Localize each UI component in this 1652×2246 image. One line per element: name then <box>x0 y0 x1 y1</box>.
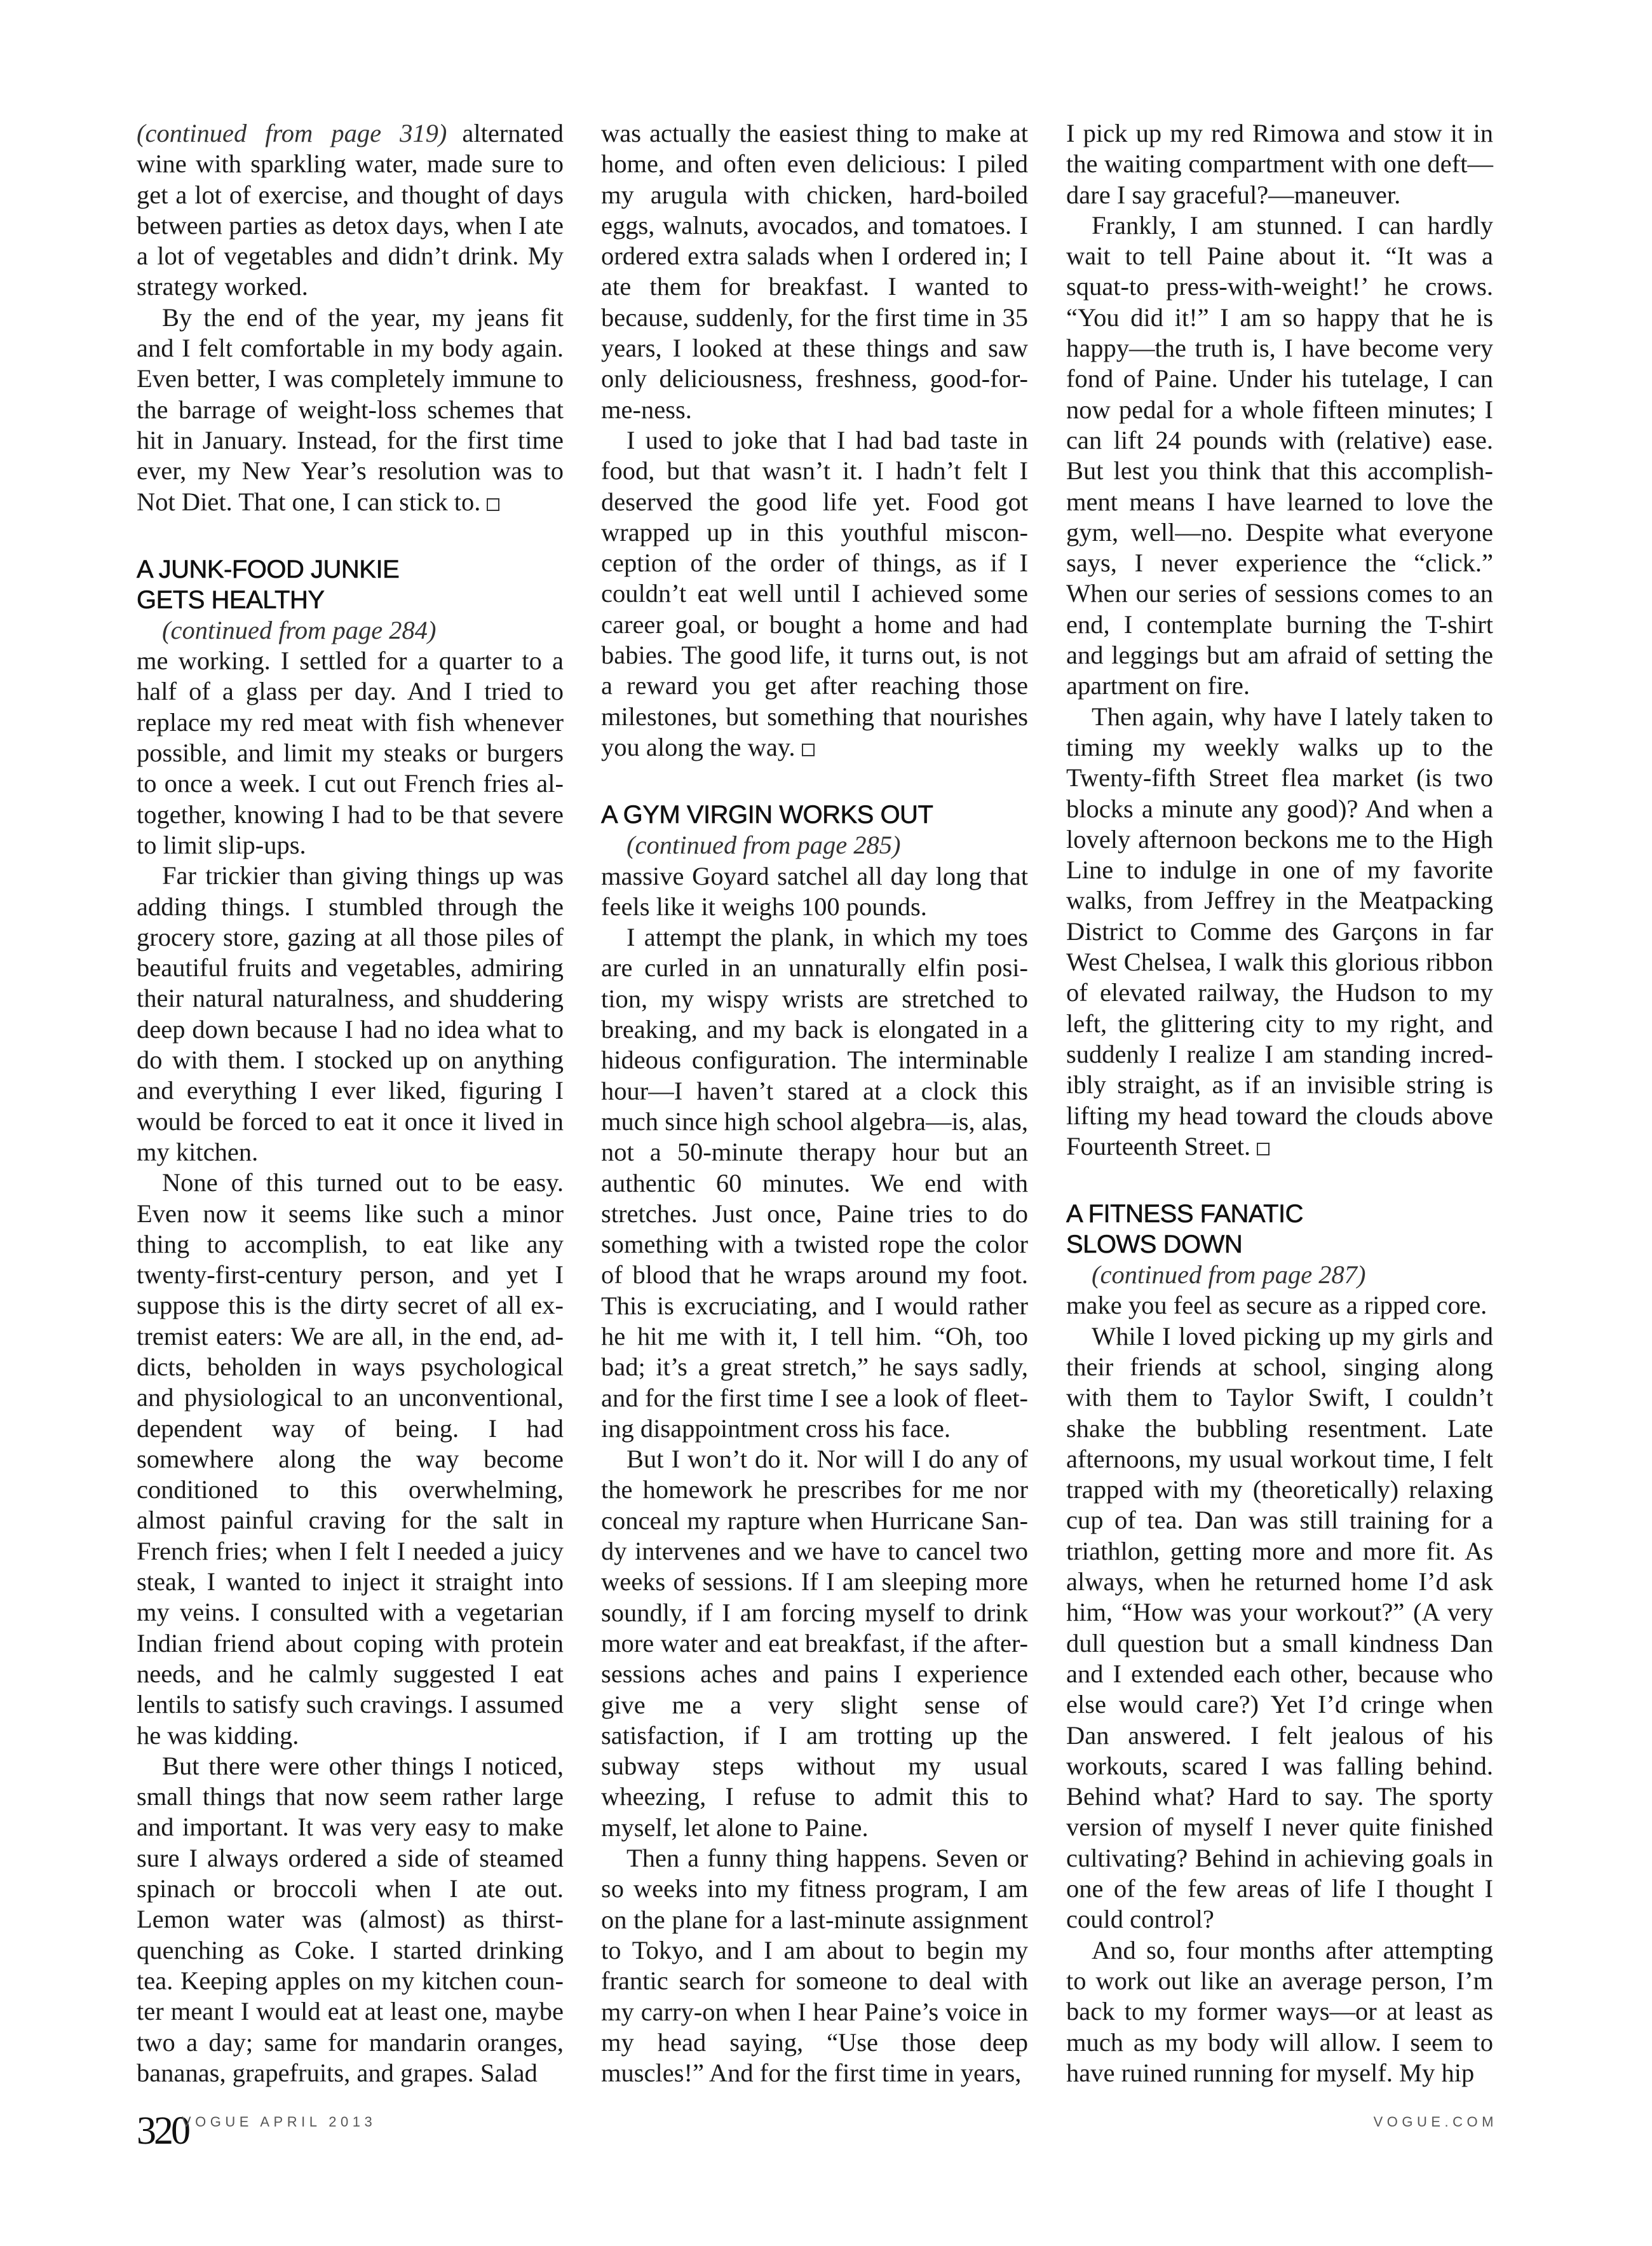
continued-from-label: (continued from page 285) <box>626 831 901 860</box>
body-paragraph: Far trickier than giving things up was adding things. I stumbled through the grocery store, gazing at all those piles of beautiful fruits and vegetables, admiring their natural naturalness, and shuddering deep down because I had no idea what to do with them. I stocked up on anything and everything I ever liked, figuring I would be forced to eat it once it lived in my kitchen. <box>137 861 564 1166</box>
end-of-article-mark-icon <box>487 498 499 511</box>
body-paragraph: Frankly, I am stunned. I can hardly wait to tell Paine about it. “It was a squat-to press-with-weight!’ he crows. “You did it!” I am so happy that he is happy—the truth is, I have become very fond of Paine. Under his tutelage, I can now pedal for a whole fifteen minutes; I can lift 24 pounds with (relative) ease. But lest you think that this accomplishment means I have learned to love the gym, well—no. Despite what everyone says, I never experience the “click.” When our series of sessions comes to an end, I contemplate burning the T-shirt and leggings but am afraid of setting the apartment on fire. <box>1066 210 1493 700</box>
paragraph-text: alternated wine with sparkling water, made sure to get a lot of exercise, and thought of days between parties as detox days, when I ate a lot of vegetables and didn’t drink. My strategy worked. <box>137 119 564 301</box>
body-paragraph: massive Goyard satchel all day long that feels like it weighs 100 pounds. <box>601 861 1028 921</box>
column-1 <box>137 118 564 2088</box>
body-paragraph <box>601 425 1028 763</box>
continued-from-label: (continued from page 284) <box>162 615 437 644</box>
website-label: VOGUE.COM <box>1373 2114 1498 2130</box>
heading-line-1: A FITNESS FANATIC <box>1066 1200 1304 1228</box>
continued-from-label: (continued from page 319) <box>137 119 447 147</box>
body-paragraph: me working. I settled for a quarter to a half of a glass per day. And I tried to replace my red meat with fish whenever possible, and limit my steaks or burgers to once a week. I cut out French fries altogether, knowing I had to be that severe to limit slip-ups. <box>137 646 564 859</box>
section-heading-fitness-fanatic <box>1066 1199 1493 1260</box>
heading-line-2: GETS HEALTHY <box>137 585 325 614</box>
heading-line-1: A JUNK-FOOD JUNKIE <box>137 555 400 583</box>
body-paragraph: Then a funny thing happens. Seven or so weeks into my fitness program, I am on the plane for a last-minute assignment to Tokyo, and I am about to begin my frantic search for someone to deal with my carry-on when I hear Paine’s voice in my head saying, “Use those deep muscles!” And for the first time in years, <box>601 1844 1028 2088</box>
body-paragraph: I pick up my red Rimowa and stow it in the waiting compartment with one deft—dare I say graceful?—maneuver. <box>1066 119 1493 209</box>
body-paragraph: And so, four months after attempting to work out like an average person, I’m back to my former ways—or at least as much as my body will allow. I seem to have ruined running for myself. My hip <box>1066 1935 1493 2087</box>
heading-line-2: SLOWS DOWN <box>1066 1230 1243 1259</box>
intro-paragraph-1 <box>137 118 564 303</box>
magazine-issue-label: VOGUE APRIL 2013 <box>182 2114 377 2130</box>
paragraph-text: Then again, why have I lately taken to timing my weekly walks up to the Twenty-fifth Street flea market (is two blocks a minute any good)? And when a lovely afternoon beckons me to the High Line to indulge in one of my favorite walks, from Jeffrey in the Meatpacking District to Comme des Garçons in far West Chelsea, I walk this glorious ribbon of elevated railway, the Hudson to my left, the glittering city to my right, and suddenly I realize I am standing incredibly straight, as if an invisible string is lifting my head toward the clouds above Fourteenth Street. <box>1066 702 1493 1160</box>
column-2 <box>601 118 1028 2088</box>
body-paragraph: But I won’t do it. Nor will I do any of the homework he prescribes for me nor conceal my rapture when Hurricane Sandy intervenes and we have to cancel two weeks of sessions. If I am sleeping more soundly, if I am forcing myself to drink more water and eat breakfast, if the after-sessions aches and pains I experience give me a very slight sense of satisfaction, if I am trotting up the subway steps without my usual wheezing, I refuse to admit this to myself, let alone to Paine. <box>601 1445 1028 1842</box>
page-number: 320 <box>137 2109 188 2153</box>
body-paragraph: was actually the easiest thing to make at home, and often even delicious: I piled my arugula with chicken, hard-boiled eggs, walnuts, avocados, and tomatoes. I ordered extra salads when I ordered in; I ate them for breakfast. I wanted to because, suddenly, for the first time in 35 years, I looked at these things and saw only deliciousness, freshness, good-for-me-ness. <box>601 119 1028 424</box>
body-paragraph: None of this turned out to be easy. Even now it seems like such a minor thing to accomplish, to eat like any twenty-first-century person, and yet I suppose this is the dirty secret of all extremist eaters: We are all, in the end, addicts, beholden in ways psychological and physiological to an unconventional, dependent way of being. I had somewhere along the way become conditioned to this overwhelming, almost painful craving for the salt in French fries; when I felt I needed a juicy steak, I wanted to inject it straight into my veins. I consulted with a vegetarian Indian friend about coping with protein needs, and he calmly suggested I eat lentils to satisfy such cravings. I assumed he was kidding. <box>137 1168 564 1750</box>
section-heading-junk-food-junkie <box>137 554 564 615</box>
body-paragraph <box>1066 702 1493 1162</box>
section-heading-gym-virgin: A GYM VIRGIN WORKS OUT <box>601 801 933 829</box>
intro-paragraph-2 <box>137 303 564 517</box>
paragraph-text: I used to joke that I had bad taste in food, but that wasn’t it. I hadn’t felt I deserved the good life yet. Food got wrapped up in this youthful misconception of the order of things, as if I couldn’t eat well until I achieved some career goal, or bought a home and had babies. The good life, it turns out, is not a reward you get after reaching those milestones, but something that nourishes you along the way. <box>601 425 1028 761</box>
paragraph-text: By the end of the year, my jeans fit and I felt comfortable in my body again. Even better, I was completely immune to the barrage of weight-loss schemes that hit in January. Instead, for the first time ever, my New Year’s resolution was to Not Diet. That one, I can stick to. <box>137 303 564 516</box>
body-paragraph: make you feel as secure as a ripped core. <box>1066 1291 1487 1320</box>
body-paragraph: But there were other things I noticed, small things that now seem rather large and important. It was very easy to make sure I always ordered a side of steamed spinach or broccoli when I ate out. Lemon water was (almost) as thirst-quenching as Coke. I started drinking tea. Keeping apples on my kitchen counter meant I would eat at least one, maybe two a day; same for mandarin oranges, bananas, grapefruits, and grapes. Salad <box>137 1751 564 2087</box>
body-paragraph: I attempt the plank, in which my toes are curled in an unnaturally elfin position, my wispy wrists are stretched to breaking, and my back is elongated in a hideous configuration. The interminable hour—I haven’t stared at a clock this much since high school algebra—is, alas, not a 50-minute therapy hour but an authentic 60 minutes. We end with stretches. Just once, Paine tries to do something with a twisted rope the color of blood that he wraps around my foot. This is excruciating, and I would rather he hit me with it, I tell him. “Oh, too bad; it’s a great stretch,” he says sadly, and for the first time I see a look of fleeting disappointment cross his face. <box>601 923 1028 1443</box>
end-of-article-mark-icon <box>1257 1143 1269 1155</box>
body-paragraph: While I loved picking up my girls and their friends at school, singing along with them to Taylor Swift, I couldn’t shake the bubbling resentment. Late afternoons, my usual workout time, I felt trapped with my (theoretically) relaxing cup of tea. Dan was still training for a triathlon, getting more and more fit. As always, when he returned home I’d ask him, “How was your workout?” (A very dull question but a small kindness Dan and I extended each other, because who else would care?) Yet I’d cringe when Dan answered. I felt jealous of his workouts, scared I was falling behind. Behind what? Hard to say. The sporty version of myself I never quite finished cultivating? Behind in achieving goals in one of the few areas of life I thought I could control? <box>1066 1321 1493 1934</box>
column-3 <box>1066 118 1493 2088</box>
continued-from-label: (continued from page 287) <box>1092 1260 1366 1290</box>
end-of-article-mark-icon <box>802 744 815 756</box>
